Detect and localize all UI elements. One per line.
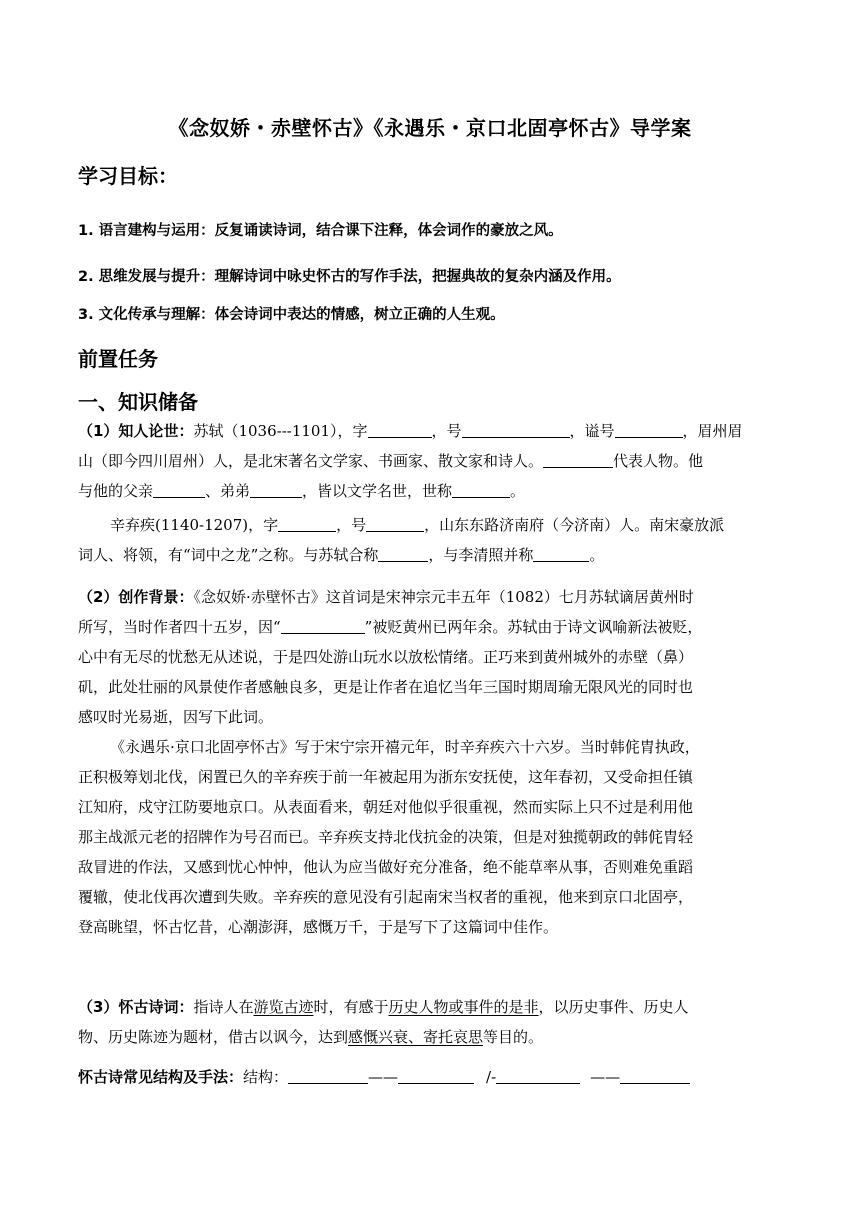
text-run: 词人、将领，有“词中之龙”之称。与苏轼合称 bbox=[78, 546, 379, 564]
text-run: 《念奴娇·赤壁怀古》这首词是宋神宗元丰五年（1082）七月苏轼谪居黄州时 bbox=[193, 588, 694, 606]
text-line: 那主战派元老的招牌作为号召而已。辛弃疾支持北伐抗金的决策，但是对独揽朝政的韩侂胄轻 bbox=[78, 828, 694, 846]
section-label: （3）怀古诗词： bbox=[78, 998, 194, 1016]
fill-blank[interactable] bbox=[620, 1068, 690, 1084]
objectives-heading: 学习目标： bbox=[78, 164, 178, 188]
text-line: 《永遇乐·京口北固亭怀古》写于宋宁宗开禧元年，时辛弃疾六十六岁。当时韩侂胄执政， bbox=[110, 738, 700, 756]
text-run: ，与李清照并称 bbox=[428, 546, 534, 564]
fill-blank[interactable] bbox=[288, 1068, 368, 1084]
pretask-heading: 前置任务 bbox=[78, 347, 158, 371]
objective-3: 3. 文化传承与理解：体会诗词中表达的情感，树立正确的人生观。 bbox=[78, 307, 505, 323]
text-run: 山（即今四川眉州）人，是北宋著名文学家、书画家、散文家和诗人。 bbox=[78, 452, 544, 470]
text-line bbox=[78, 510, 743, 540]
text-run: 辛弃疾(1140-1207)，字 bbox=[110, 516, 279, 534]
underlined-term: 感慨兴衰、寄托哀思 bbox=[348, 1028, 484, 1046]
text-run: —— bbox=[368, 1068, 399, 1086]
fill-blank[interactable] bbox=[543, 452, 613, 468]
text-line: 正积极筹划北伐，闲置已久的辛弃疾于前一年被起用为浙东安抚使，这年春初，又受命担任镇 bbox=[78, 768, 694, 786]
section-label: （2）创作背景： bbox=[78, 588, 194, 606]
fill-blank[interactable] bbox=[378, 546, 428, 562]
underlined-term: 历史人物或事件的是非 bbox=[388, 998, 539, 1016]
text-line: 敌冒进的作法，又感到忧心忡忡，他认为应当做好充分准备，绝不能草率从事，否则难免重蹈 bbox=[78, 858, 694, 876]
text-run: /- bbox=[486, 1068, 497, 1086]
text-line bbox=[78, 612, 702, 642]
section-huaigu-poetry bbox=[78, 992, 689, 1052]
text-run: 等目的。 bbox=[483, 1028, 544, 1046]
text-run: 结构： bbox=[243, 1068, 289, 1086]
text-run: 。 bbox=[510, 482, 526, 500]
text-line: 矶，此处壮丽的风景使作者感触良多，更是让作者在追忆当年三国时期周瑜无限风光的同时也 bbox=[78, 678, 694, 696]
fill-blank[interactable] bbox=[533, 546, 589, 562]
fill-blank[interactable] bbox=[615, 422, 683, 438]
fill-blank[interactable] bbox=[462, 422, 570, 438]
text-line bbox=[78, 992, 689, 1022]
objective-1: 1. 语言建构与运用：反复诵读诗词，结合课下注释，体会词作的豪放之风。 bbox=[78, 223, 563, 239]
text-line bbox=[78, 416, 743, 446]
text-line bbox=[78, 446, 743, 476]
text-line bbox=[78, 582, 702, 612]
text-line bbox=[78, 476, 743, 506]
fill-blank[interactable] bbox=[281, 618, 365, 634]
text-line bbox=[78, 540, 743, 570]
text-run: ，以历史事件、历史人 bbox=[538, 998, 689, 1016]
fill-blank[interactable] bbox=[366, 516, 424, 532]
text-run: 指诗人在 bbox=[193, 998, 254, 1016]
fill-blank[interactable] bbox=[496, 1068, 580, 1084]
text-run: 物、历史陈迹为题材，借古以讽今，达到 bbox=[78, 1028, 349, 1046]
fill-blank[interactable] bbox=[398, 1068, 474, 1084]
text-run: 所写，当时作者四十五岁，因“ bbox=[78, 618, 281, 636]
section-label: （1）知人论世： bbox=[78, 422, 194, 440]
text-line: 感叹时光易逝，因写下此词。 bbox=[78, 708, 274, 726]
text-run: 时，有感于 bbox=[313, 998, 389, 1016]
text-line: 覆辙，使北伐再次遭到失败。辛弃疾的意见没有引起南宋当权者的重视，他来到京口北固亭， bbox=[78, 888, 694, 906]
fill-blank[interactable] bbox=[452, 482, 510, 498]
structure-label: 怀古诗常见结构及手法： bbox=[78, 1068, 244, 1086]
text-run: 、弟弟 bbox=[205, 482, 251, 500]
fill-blank[interactable] bbox=[368, 422, 432, 438]
objective-2: 2. 思维发展与提升：理解诗词中咏史怀古的写作手法，把握典故的复杂内涵及作用。 bbox=[78, 269, 621, 285]
text-run: 代表人物。他 bbox=[613, 452, 704, 470]
page-title: 《念奴娇・赤壁怀古》《永遇乐・京口北固亭怀古》导学案 bbox=[168, 116, 692, 140]
text-run: ，号 bbox=[336, 516, 367, 534]
section-background bbox=[78, 582, 702, 942]
text-line bbox=[78, 1022, 689, 1052]
knowledge-heading: 一、知识储备 bbox=[78, 390, 198, 414]
text-run: ，山东东路济南府（今济南）人。南宋豪放派 bbox=[424, 516, 725, 534]
text-line: 心中有无尽的忧愁无从述说，于是四处游山玩水以放松情绪。正巧来到黄州城外的赤壁（鼻） bbox=[78, 648, 694, 666]
text-run: 苏轼（1036---1101），字 bbox=[193, 422, 368, 440]
underlined-term: 游览古迹 bbox=[253, 998, 314, 1016]
fill-blank[interactable] bbox=[153, 482, 205, 498]
section-knowing-author bbox=[78, 416, 743, 570]
text-run: ，眉州眉 bbox=[682, 422, 743, 440]
text-run: ”被贬黄州已两年余。苏轼由于诗文讽喻新法被贬， bbox=[364, 618, 703, 636]
text-run: 与他的父亲 bbox=[78, 482, 154, 500]
text-run: ，号 bbox=[431, 422, 462, 440]
text-run: —— bbox=[590, 1068, 621, 1086]
structure-line bbox=[78, 1062, 690, 1092]
text-run: ，谥号 bbox=[569, 422, 615, 440]
text-line: 江知府，戍守江防要地京口。从表面看来，朝廷对他似乎很重视，然而实际上只不过是利用他 bbox=[78, 798, 694, 816]
fill-blank[interactable] bbox=[278, 516, 336, 532]
text-run: 。 bbox=[589, 546, 605, 564]
fill-blank[interactable] bbox=[250, 482, 302, 498]
text-run: ，皆以文学名世，世称 bbox=[302, 482, 453, 500]
text-line: 登高眺望，怀古忆昔，心潮澎湃，感慨万千，于是写下了这篇词中佳作。 bbox=[78, 918, 559, 936]
